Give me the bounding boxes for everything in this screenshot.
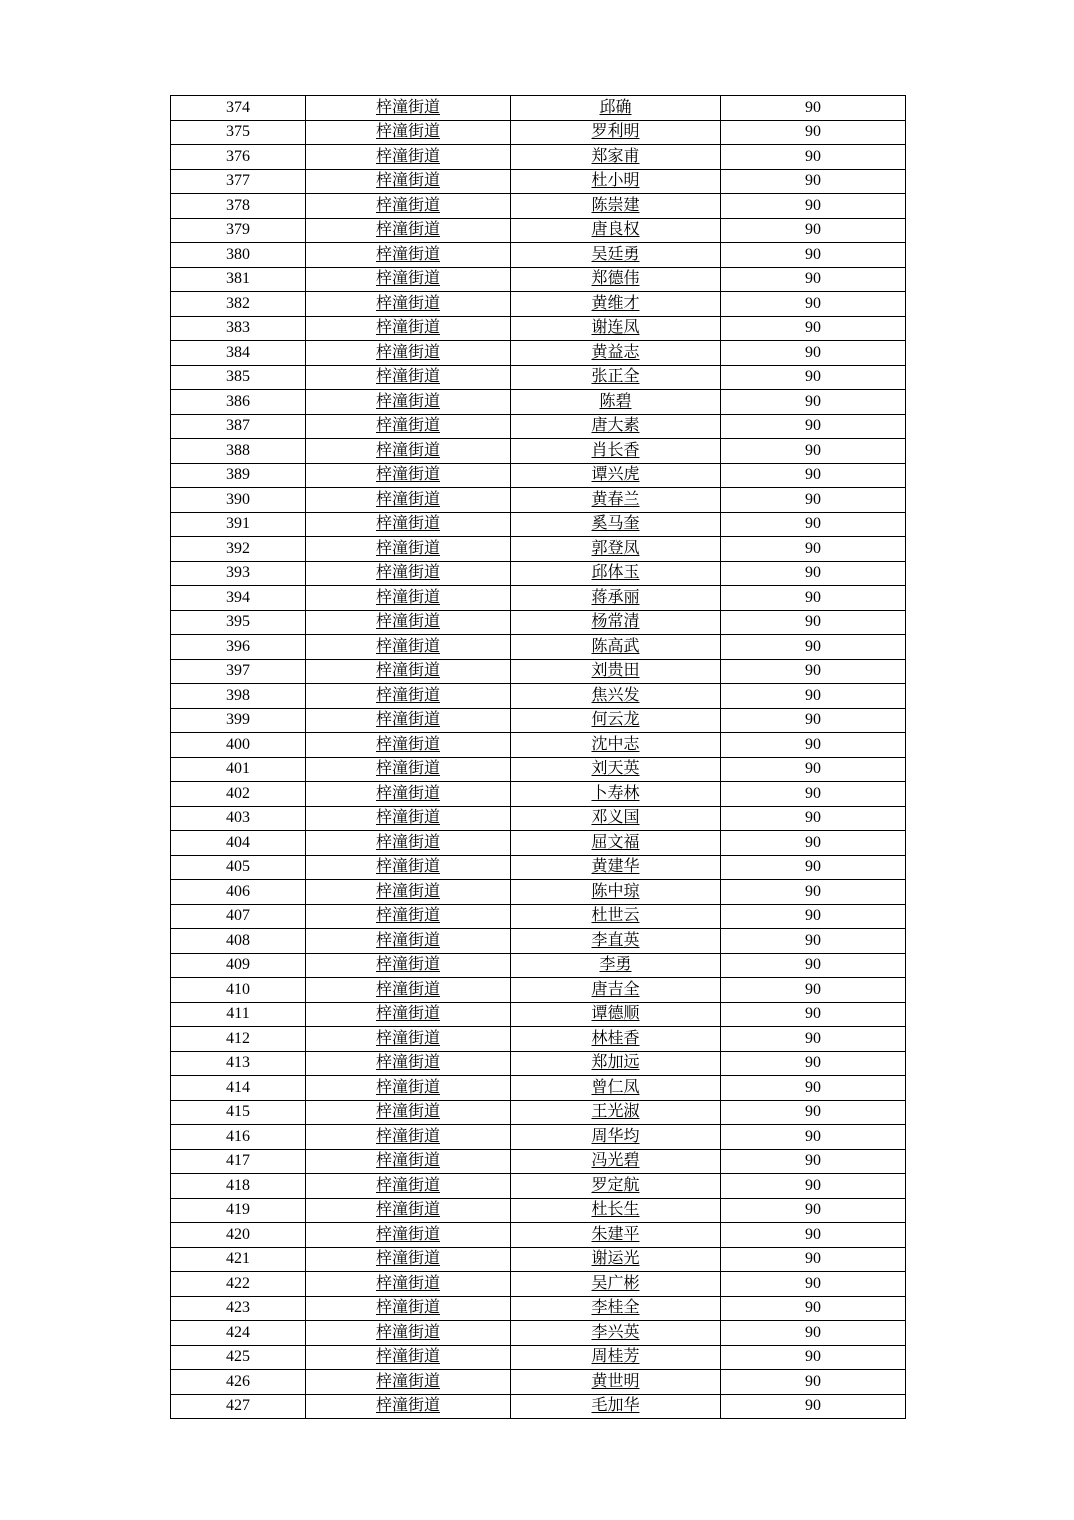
cell-street: 梓潼街道 (375, 1250, 440, 1268)
cell-street: 梓潼街道 (375, 392, 440, 410)
cell-index: 375 (171, 120, 306, 145)
cell-street: 梓潼街道 (375, 245, 440, 263)
cell-score: 90 (721, 659, 906, 684)
cell-score: 90 (721, 953, 906, 978)
cell-index: 423 (171, 1296, 306, 1321)
cell-name: 郑德伟 (591, 270, 640, 288)
cell-index: 414 (171, 1076, 306, 1101)
cell-street: 梓潼街道 (375, 931, 440, 949)
cell-index: 427 (171, 1394, 306, 1419)
cell-street: 梓潼街道 (375, 858, 440, 876)
cell-name: 谭德顺 (591, 1005, 640, 1023)
cell-name: 杜长生 (591, 1201, 640, 1219)
cell-score: 90 (721, 194, 906, 219)
cell-index: 408 (171, 929, 306, 954)
cell-score: 90 (721, 1027, 906, 1052)
table-row (171, 782, 906, 807)
cell-name: 唐良权 (591, 221, 640, 239)
cell-name: 肖长香 (591, 441, 640, 459)
table-row (171, 1174, 906, 1199)
cell-index: 415 (171, 1100, 306, 1125)
cell-score: 90 (721, 1370, 906, 1395)
cell-score: 90 (721, 537, 906, 562)
cell-name: 李桂全 (591, 1299, 640, 1317)
cell-street: 梓潼街道 (375, 1005, 440, 1023)
cell-street: 梓潼街道 (375, 147, 440, 165)
cell-score: 90 (721, 561, 906, 586)
cell-street: 梓潼街道 (375, 760, 440, 778)
cell-name: 杜小明 (591, 172, 640, 190)
cell-street: 梓潼街道 (375, 368, 440, 386)
cell-street: 梓潼街道 (375, 662, 440, 680)
table-row (171, 390, 906, 415)
cell-score: 90 (721, 733, 906, 758)
cell-index: 381 (171, 267, 306, 292)
cell-name: 郭登凤 (591, 539, 640, 557)
table-row (171, 586, 906, 611)
table-row (171, 414, 906, 439)
cell-index: 386 (171, 390, 306, 415)
table-row (171, 1370, 906, 1395)
cell-name: 李直英 (591, 931, 640, 949)
table-row (171, 904, 906, 929)
cell-street: 梓潼街道 (375, 637, 440, 655)
cell-street: 梓潼街道 (375, 1299, 440, 1317)
cell-score: 90 (721, 365, 906, 390)
cell-index: 422 (171, 1272, 306, 1297)
cell-score: 90 (721, 708, 906, 733)
cell-name: 陈崇建 (591, 196, 640, 214)
table-row (171, 1321, 906, 1346)
cell-score: 90 (721, 757, 906, 782)
cell-index: 407 (171, 904, 306, 929)
cell-index: 390 (171, 488, 306, 513)
cell-street: 梓潼街道 (375, 907, 440, 925)
cell-index: 379 (171, 218, 306, 243)
table-row (171, 218, 906, 243)
cell-index: 421 (171, 1247, 306, 1272)
cell-score: 90 (721, 390, 906, 415)
table-row (171, 684, 906, 709)
table-row (171, 169, 906, 194)
cell-name: 陈中琼 (591, 882, 640, 900)
cell-index: 377 (171, 169, 306, 194)
table-row (171, 365, 906, 390)
cell-score: 90 (721, 488, 906, 513)
table-row (171, 243, 906, 268)
table-row (171, 463, 906, 488)
table-row (171, 1198, 906, 1223)
cell-index: 403 (171, 806, 306, 831)
cell-name: 李兴英 (591, 1323, 640, 1341)
cell-street: 梓潼街道 (375, 1054, 440, 1072)
cell-index: 410 (171, 978, 306, 1003)
cell-name: 周华均 (591, 1127, 640, 1145)
cell-street: 梓潼街道 (375, 980, 440, 998)
cell-street: 梓潼街道 (375, 319, 440, 337)
cell-name: 邱体玉 (591, 564, 640, 582)
cell-index: 399 (171, 708, 306, 733)
table-row (171, 1272, 906, 1297)
table-row (171, 145, 906, 170)
cell-index: 383 (171, 316, 306, 341)
cell-street: 梓潼街道 (375, 711, 440, 729)
cell-name: 郑家甫 (591, 147, 640, 165)
cell-name: 林桂香 (591, 1029, 640, 1047)
cell-name: 朱建平 (591, 1225, 640, 1243)
cell-index: 424 (171, 1321, 306, 1346)
cell-score: 90 (721, 880, 906, 905)
cell-index: 387 (171, 414, 306, 439)
cell-street: 梓潼街道 (375, 613, 440, 631)
cell-street: 梓潼街道 (375, 956, 440, 974)
cell-score: 90 (721, 267, 906, 292)
cell-index: 418 (171, 1174, 306, 1199)
table-row (171, 1027, 906, 1052)
cell-score: 90 (721, 855, 906, 880)
cell-index: 395 (171, 610, 306, 635)
cell-street: 梓潼街道 (375, 882, 440, 900)
cell-street: 梓潼街道 (375, 343, 440, 361)
cell-index: 409 (171, 953, 306, 978)
cell-name: 谭兴虎 (591, 466, 640, 484)
table-row (171, 1149, 906, 1174)
cell-name: 沈中志 (591, 735, 640, 753)
cell-index: 376 (171, 145, 306, 170)
cell-score: 90 (721, 1321, 906, 1346)
cell-street: 梓潼街道 (375, 270, 440, 288)
cell-street: 梓潼街道 (375, 588, 440, 606)
table-row (171, 978, 906, 1003)
cell-street: 梓潼街道 (375, 1152, 440, 1170)
cell-index: 388 (171, 439, 306, 464)
table-row (171, 953, 906, 978)
table-row (171, 488, 906, 513)
cell-index: 401 (171, 757, 306, 782)
cell-street: 梓潼街道 (375, 1029, 440, 1047)
cell-street: 梓潼街道 (375, 1323, 440, 1341)
table-row (171, 316, 906, 341)
cell-score: 90 (721, 1051, 906, 1076)
cell-index: 380 (171, 243, 306, 268)
cell-score: 90 (721, 1125, 906, 1150)
cell-score: 90 (721, 341, 906, 366)
cell-index: 404 (171, 831, 306, 856)
cell-name: 邓义国 (591, 809, 640, 827)
table-row (171, 733, 906, 758)
table-row (171, 1223, 906, 1248)
cell-street: 梓潼街道 (375, 98, 440, 116)
cell-street: 梓潼街道 (375, 539, 440, 557)
cell-name: 周桂芳 (591, 1348, 640, 1366)
table-row (171, 1051, 906, 1076)
cell-street: 梓潼街道 (375, 1372, 440, 1390)
cell-score: 90 (721, 782, 906, 807)
cell-name: 唐吉全 (591, 980, 640, 998)
cell-street: 梓潼街道 (375, 172, 440, 190)
cell-name: 郑加远 (591, 1054, 640, 1072)
cell-index: 391 (171, 512, 306, 537)
cell-street: 梓潼街道 (375, 1127, 440, 1145)
cell-name: 毛加华 (591, 1397, 640, 1415)
cell-score: 90 (721, 292, 906, 317)
cell-score: 90 (721, 1100, 906, 1125)
cell-score: 90 (721, 904, 906, 929)
cell-street: 梓潼街道 (375, 1274, 440, 1292)
cell-score: 90 (721, 1272, 906, 1297)
table-row (171, 659, 906, 684)
cell-score: 90 (721, 1223, 906, 1248)
table-row (171, 806, 906, 831)
cell-score: 90 (721, 1149, 906, 1174)
cell-score: 90 (721, 1247, 906, 1272)
cell-score: 90 (721, 120, 906, 145)
table-row (171, 610, 906, 635)
cell-name: 吴廷勇 (591, 245, 640, 263)
cell-street: 梓潼街道 (375, 515, 440, 533)
cell-index: 411 (171, 1002, 306, 1027)
table-row (171, 561, 906, 586)
table-row (171, 537, 906, 562)
cell-name: 陈高武 (591, 637, 640, 655)
cell-index: 405 (171, 855, 306, 880)
cell-index: 385 (171, 365, 306, 390)
cell-name: 焦兴发 (591, 686, 640, 704)
cell-name: 刘天英 (591, 760, 640, 778)
table-row (171, 1345, 906, 1370)
cell-name: 蒋承丽 (591, 588, 640, 606)
table-row (171, 1247, 906, 1272)
cell-street: 梓潼街道 (375, 441, 440, 459)
cell-score: 90 (721, 1174, 906, 1199)
cell-street: 梓潼街道 (375, 1348, 440, 1366)
table-row (171, 96, 906, 121)
cell-score: 90 (721, 439, 906, 464)
cell-index: 420 (171, 1223, 306, 1248)
cell-index: 394 (171, 586, 306, 611)
cell-index: 396 (171, 635, 306, 660)
table-row (171, 341, 906, 366)
cell-name: 罗定航 (591, 1176, 640, 1194)
cell-street: 梓潼街道 (375, 417, 440, 435)
cell-index: 378 (171, 194, 306, 219)
cell-street: 梓潼街道 (375, 1103, 440, 1121)
score-table (170, 95, 906, 1419)
cell-score: 90 (721, 463, 906, 488)
cell-score: 90 (721, 512, 906, 537)
cell-street: 梓潼街道 (375, 735, 440, 753)
table-row (171, 1394, 906, 1419)
cell-street: 梓潼街道 (375, 1078, 440, 1096)
score-table-body (171, 96, 906, 1419)
cell-name: 黄益志 (591, 343, 640, 361)
table-row (171, 1100, 906, 1125)
cell-name: 黄维才 (591, 294, 640, 312)
table-row (171, 1076, 906, 1101)
cell-index: 398 (171, 684, 306, 709)
cell-street: 梓潼街道 (375, 1225, 440, 1243)
cell-score: 90 (721, 96, 906, 121)
cell-index: 392 (171, 537, 306, 562)
cell-street: 梓潼街道 (375, 221, 440, 239)
cell-street: 梓潼街道 (375, 490, 440, 508)
cell-index: 397 (171, 659, 306, 684)
cell-index: 417 (171, 1149, 306, 1174)
cell-score: 90 (721, 243, 906, 268)
cell-name: 王光淑 (591, 1103, 640, 1121)
table-row (171, 635, 906, 660)
cell-street: 梓潼街道 (375, 294, 440, 312)
cell-score: 90 (721, 831, 906, 856)
table-row (171, 929, 906, 954)
cell-street: 梓潼街道 (375, 784, 440, 802)
cell-name: 黄建华 (591, 858, 640, 876)
table-row (171, 267, 906, 292)
cell-name: 谢连凤 (591, 319, 640, 337)
cell-index: 416 (171, 1125, 306, 1150)
cell-index: 406 (171, 880, 306, 905)
table-row (171, 855, 906, 880)
cell-index: 412 (171, 1027, 306, 1052)
cell-score: 90 (721, 610, 906, 635)
cell-name: 张正全 (591, 368, 640, 386)
cell-street: 梓潼街道 (375, 1176, 440, 1194)
cell-name: 屈文福 (591, 833, 640, 851)
cell-index: 400 (171, 733, 306, 758)
cell-index: 384 (171, 341, 306, 366)
cell-name: 奚马奎 (591, 515, 640, 533)
table-row (171, 880, 906, 905)
cell-name: 杨常清 (591, 613, 640, 631)
table-row (171, 831, 906, 856)
cell-score: 90 (721, 145, 906, 170)
cell-name: 邱确 (599, 98, 632, 116)
cell-score: 90 (721, 414, 906, 439)
table-row (171, 1296, 906, 1321)
table-row (171, 120, 906, 145)
cell-index: 419 (171, 1198, 306, 1223)
cell-name: 曾仁凤 (591, 1078, 640, 1096)
cell-index: 425 (171, 1345, 306, 1370)
table-row (171, 757, 906, 782)
table-row (171, 439, 906, 464)
cell-index: 382 (171, 292, 306, 317)
cell-name: 唐大素 (591, 417, 640, 435)
cell-score: 90 (721, 1394, 906, 1419)
cell-name: 谢运光 (591, 1250, 640, 1268)
cell-score: 90 (721, 586, 906, 611)
table-row (171, 512, 906, 537)
cell-name: 罗利明 (591, 123, 640, 141)
cell-score: 90 (721, 1198, 906, 1223)
cell-score: 90 (721, 1076, 906, 1101)
cell-score: 90 (721, 169, 906, 194)
cell-name: 何云龙 (591, 711, 640, 729)
cell-name: 陈碧 (599, 392, 632, 410)
cell-score: 90 (721, 1002, 906, 1027)
cell-street: 梓潼街道 (375, 1201, 440, 1219)
cell-score: 90 (721, 684, 906, 709)
table-row (171, 194, 906, 219)
cell-street: 梓潼街道 (375, 196, 440, 214)
cell-name: 黄世明 (591, 1372, 640, 1390)
cell-score: 90 (721, 218, 906, 243)
cell-street: 梓潼街道 (375, 686, 440, 704)
cell-index: 393 (171, 561, 306, 586)
cell-name: 李勇 (599, 956, 632, 974)
cell-name: 吴广彬 (591, 1274, 640, 1292)
cell-street: 梓潼街道 (375, 564, 440, 582)
cell-score: 90 (721, 635, 906, 660)
table-row (171, 292, 906, 317)
cell-name: 杜世云 (591, 907, 640, 925)
table-row (171, 1002, 906, 1027)
cell-score: 90 (721, 1345, 906, 1370)
table-row (171, 1125, 906, 1150)
cell-street: 梓潼街道 (375, 466, 440, 484)
cell-score: 90 (721, 978, 906, 1003)
cell-index: 374 (171, 96, 306, 121)
cell-street: 梓潼街道 (375, 833, 440, 851)
cell-name: 冯光碧 (591, 1152, 640, 1170)
cell-street: 梓潼街道 (375, 809, 440, 827)
cell-index: 402 (171, 782, 306, 807)
cell-score: 90 (721, 929, 906, 954)
cell-street: 梓潼街道 (375, 1397, 440, 1415)
cell-score: 90 (721, 806, 906, 831)
cell-name: 黄春兰 (591, 490, 640, 508)
cell-name: 卜寿林 (591, 784, 640, 802)
cell-index: 389 (171, 463, 306, 488)
cell-index: 426 (171, 1370, 306, 1395)
table-row (171, 708, 906, 733)
cell-index: 413 (171, 1051, 306, 1076)
cell-street: 梓潼街道 (375, 123, 440, 141)
cell-score: 90 (721, 1296, 906, 1321)
cell-name: 刘贵田 (591, 662, 640, 680)
cell-score: 90 (721, 316, 906, 341)
